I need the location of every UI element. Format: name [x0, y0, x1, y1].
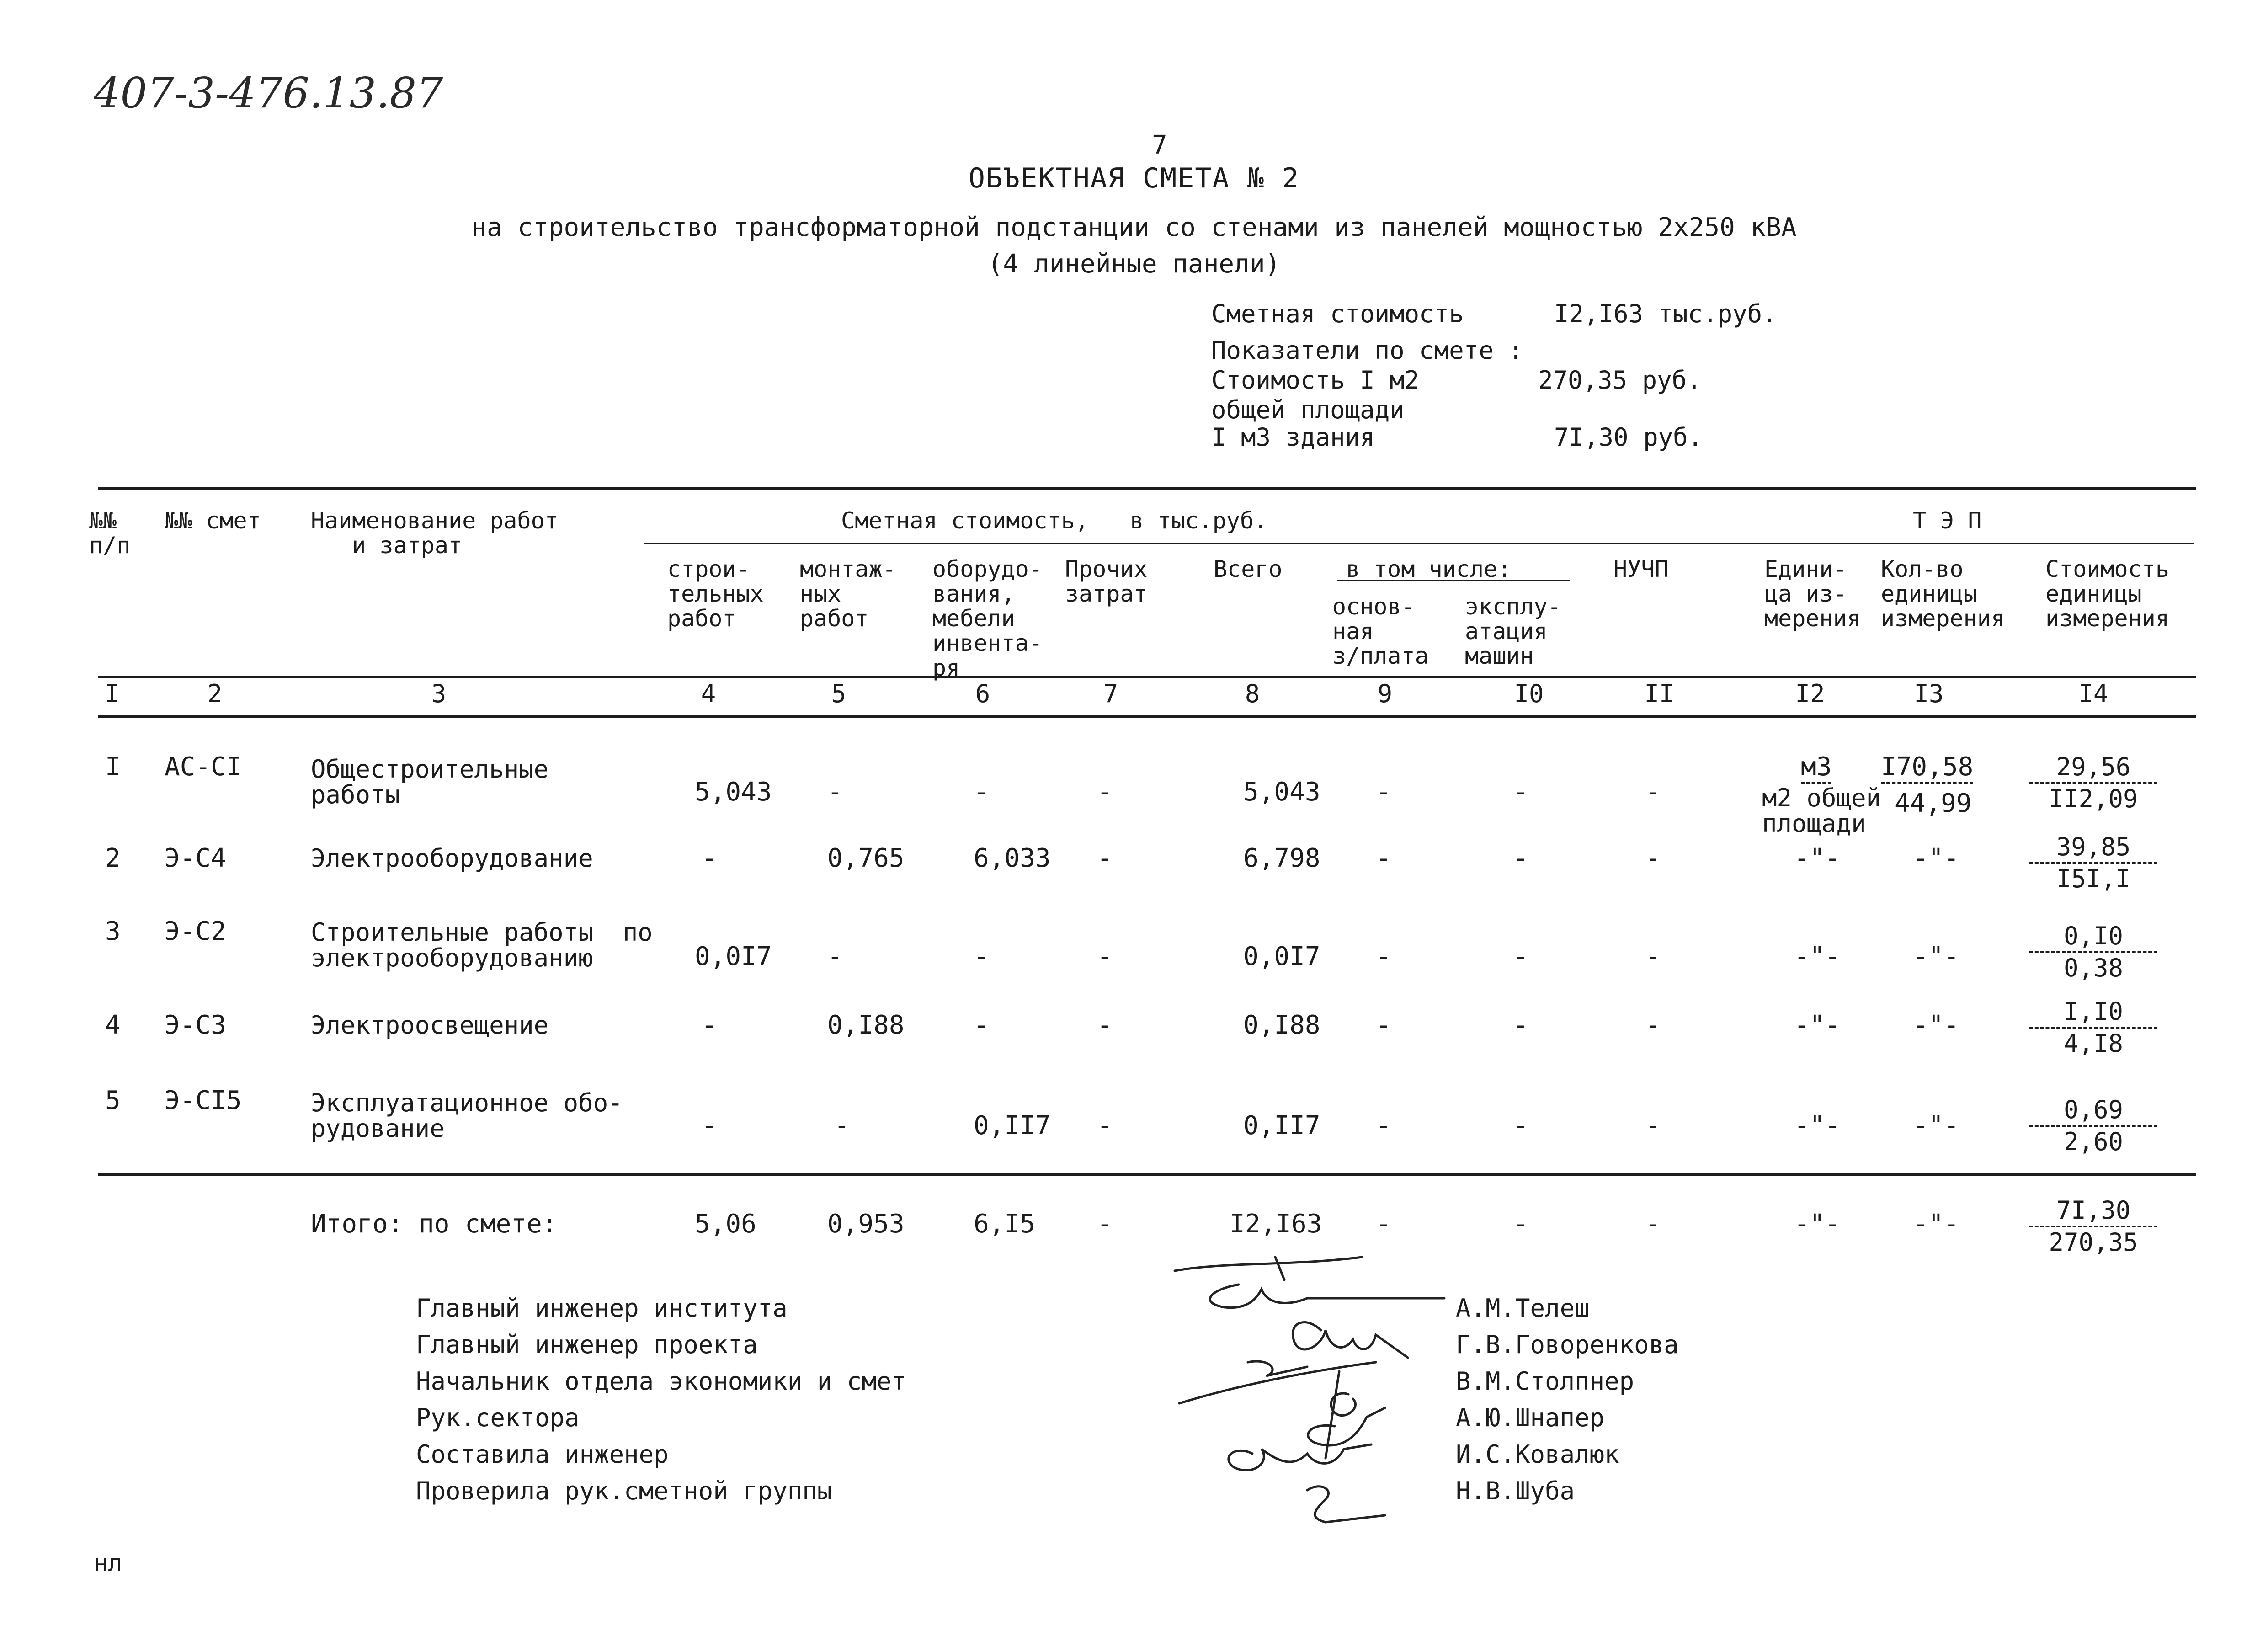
- estimate-cost-value: I2,I63 тыс.руб.: [1554, 299, 1777, 328]
- unit-cost: [2029, 752, 2157, 814]
- page-number: 7: [1152, 130, 1167, 160]
- installation-cost: -: [827, 942, 843, 971]
- unit-secondary: м2 общей площади: [1762, 784, 1881, 838]
- unit-quantity: -"-: [1913, 843, 1959, 873]
- machine-operation: -: [1513, 1010, 1528, 1040]
- cost-per-m2-label-2: общей площади: [1211, 395, 1405, 424]
- work-name: Электрооборудование: [311, 844, 593, 873]
- unit-cost-numerator: I,I0: [2029, 997, 2157, 1029]
- header-row-number: №№ п/п: [89, 507, 131, 559]
- construction-cost: 0,0I7: [695, 942, 772, 971]
- header-estimate-number: №№ смет: [165, 507, 261, 534]
- unit-cost-numerator: 29,56: [2029, 752, 2157, 784]
- construction-cost: 5,043: [695, 777, 772, 807]
- other-cost: -: [1097, 777, 1113, 807]
- unit-cost-numerator: 0,I0: [2029, 921, 2157, 953]
- column-number: I2: [1795, 679, 1825, 708]
- row-number: 5: [105, 1086, 121, 1115]
- other-cost: -: [1097, 1010, 1113, 1040]
- header-estimated-cost: Сметная стоимость, в тыс.руб.: [841, 507, 1268, 534]
- signatory-role: Проверила рук.сметной группы: [416, 1476, 832, 1505]
- signatory-name: В.М.Столпнер: [1456, 1367, 1634, 1396]
- work-name: Электроосвещение: [311, 1011, 549, 1039]
- handwritten-signatures: [1170, 1253, 1453, 1536]
- unit-quantity: -"-: [1913, 942, 1959, 971]
- total-cost: 5,043: [1243, 777, 1320, 807]
- document-subtitle: на строительство трансформаторной подстанции со стенами из панелей мощностью 2х250 кВА: [471, 213, 1797, 242]
- total-cost: 0,0I7: [1243, 942, 1320, 971]
- column-number: I: [104, 679, 120, 708]
- unit-cost-numerator: 7I,30: [2029, 1195, 2157, 1227]
- signatory-name: А.М.Телеш: [1456, 1294, 1590, 1322]
- total-cost: 6,798: [1243, 843, 1320, 873]
- unit-cost-denominator: 0,38: [2063, 954, 2124, 982]
- cost-per-m3-value: 7I,30 руб.: [1554, 423, 1703, 452]
- work-name: Эксплуатационное обо- рудование: [311, 1088, 623, 1143]
- construction-cost: 5,06: [695, 1209, 756, 1239]
- unit-cost-denominator: II2,09: [2049, 784, 2138, 813]
- nuchp: -: [1645, 1010, 1661, 1040]
- column-number: 8: [1245, 679, 1260, 708]
- unit-quantity: -"-: [1913, 1111, 1959, 1141]
- header-sub-rule: [644, 543, 2194, 544]
- document-code: 407-3-476.13.87: [94, 69, 443, 117]
- signatory-role: Рук.сектора: [416, 1403, 580, 1432]
- unit-quantity: I70,58: [1881, 752, 1973, 784]
- other-cost: -: [1097, 843, 1113, 873]
- unit: -"-: [1794, 1111, 1841, 1141]
- unit-cost: [2029, 1095, 2157, 1157]
- estimate-cost-label: Сметная стоимость: [1211, 299, 1464, 328]
- signatory-name: А.Ю.Шнапер: [1456, 1403, 1605, 1432]
- header-unit-cost: Стоимость единицы измерения: [2045, 556, 2169, 632]
- column-number-rule: [98, 715, 2196, 718]
- cost-per-m3-label: I м3 здания: [1211, 423, 1375, 452]
- header-other-costs: Прочих затрат: [1065, 556, 1148, 607]
- column-number: 4: [701, 679, 716, 708]
- equipment-cost: -: [974, 777, 989, 807]
- other-cost: -: [1097, 1111, 1113, 1141]
- row-number: 4: [105, 1010, 121, 1040]
- base-salary: -: [1376, 1111, 1391, 1141]
- total-cost: I2,I63: [1230, 1209, 1322, 1239]
- header-unit: Едини- ца из- мерения: [1764, 556, 1861, 632]
- unit-cost-denominator: 4,I8: [2063, 1029, 2124, 1058]
- header-tep: Т Э П: [1913, 507, 1982, 534]
- nuchp: -: [1645, 1209, 1661, 1239]
- header-including: в том числе:: [1346, 556, 1512, 582]
- machine-operation: -: [1513, 942, 1528, 971]
- equipment-cost: 6,I5: [974, 1209, 1035, 1239]
- nuchp: -: [1645, 777, 1661, 807]
- column-number: 6: [975, 679, 990, 708]
- equipment-cost: -: [974, 1010, 989, 1040]
- cost-per-m2-value: 270,35 руб.: [1538, 366, 1702, 394]
- header-installation-works: монтаж- ных работ: [800, 556, 896, 632]
- header-bottom-rule: [98, 676, 2196, 678]
- column-number: II: [1644, 679, 1674, 708]
- footer-mark: нл: [94, 1550, 122, 1577]
- header-construction-works: строи- тельных работ: [667, 556, 764, 632]
- unit-cost: [2029, 921, 2157, 983]
- nuchp: -: [1645, 843, 1661, 873]
- unit: м3: [1801, 752, 1831, 784]
- document-title: ОБЪЕКТНАЯ СМЕТА № 2: [968, 162, 1300, 194]
- estimate-code: АС-СI: [165, 752, 242, 782]
- column-number: 9: [1377, 679, 1393, 708]
- construction-cost: -: [702, 1111, 717, 1141]
- signatory-role: Начальник отдела экономики и смет: [416, 1367, 906, 1396]
- row-number: I: [105, 752, 121, 782]
- column-number: I3: [1914, 679, 1944, 708]
- nuchp: -: [1645, 1111, 1661, 1141]
- unit-cost-numerator: 39,85: [2029, 832, 2157, 864]
- construction-cost: -: [702, 843, 717, 873]
- header-machine-operation: эксплу- атация машин: [1465, 593, 1561, 669]
- unit: -"-: [1794, 1010, 1841, 1040]
- table-top-rule: [98, 487, 2196, 490]
- unit-cost: [2029, 832, 2157, 894]
- machine-operation: -: [1513, 1111, 1528, 1141]
- base-salary: -: [1376, 777, 1391, 807]
- header-total: Всего: [1214, 556, 1283, 582]
- work-name: Общестроительные работы: [311, 755, 549, 809]
- unit-quantity: -"-: [1913, 1209, 1959, 1239]
- header-equipment: оборудо- вания, мебели инвента- ря: [932, 556, 1043, 681]
- installation-cost: 0,765: [827, 843, 905, 873]
- machine-operation: -: [1513, 777, 1528, 807]
- installation-cost: 0,I88: [827, 1010, 905, 1040]
- column-number: 7: [1103, 679, 1118, 708]
- total-label: Итого: по смете:: [311, 1209, 558, 1239]
- column-number: 3: [431, 679, 447, 708]
- unit-cost-denominator: 270,35: [2049, 1228, 2138, 1257]
- header-unit-quantity: Кол-во единицы измерения: [1881, 556, 2005, 632]
- signatory-role: Главный инженер проекта: [416, 1330, 758, 1359]
- header-work-name: Наименование работ и затрат: [311, 507, 559, 559]
- unit: -"-: [1794, 942, 1841, 971]
- header-base-salary: основ- ная з/плата: [1332, 593, 1429, 669]
- construction-cost: -: [702, 1010, 717, 1040]
- installation-cost: -: [827, 777, 843, 807]
- unit: -"-: [1794, 843, 1841, 873]
- document-subtitle-note: (4 линейные панели): [987, 249, 1281, 279]
- column-number: I4: [2078, 679, 2108, 708]
- work-name: Строительные работы по электрооборудованию: [311, 918, 653, 972]
- machine-operation: -: [1513, 1209, 1528, 1239]
- estimate-code: Э-С2: [165, 917, 226, 946]
- estimate-code: Э-С4: [165, 843, 226, 873]
- signatory-name: И.С.Ковалюк: [1456, 1440, 1619, 1469]
- unit-cost-denominator: I5I,I: [2056, 864, 2131, 893]
- cost-per-m2-label: Стоимость I м2: [1211, 366, 1420, 394]
- estimate-code: Э-СI5: [165, 1086, 242, 1115]
- unit-cost: [2029, 997, 2157, 1059]
- installation-cost: 0,953: [827, 1209, 905, 1239]
- nuchp: -: [1645, 942, 1661, 971]
- unit-quantity-secondary: 44,99: [1895, 789, 1972, 818]
- column-number: 5: [831, 679, 847, 708]
- total-cost: 0,I88: [1243, 1010, 1320, 1040]
- column-number: 2: [207, 679, 223, 708]
- unit: -"-: [1794, 1209, 1841, 1239]
- unit-cost-denominator: 2,60: [2063, 1127, 2124, 1156]
- equipment-cost: 6,033: [974, 843, 1051, 873]
- equipment-cost: 0,II7: [974, 1111, 1051, 1141]
- indicators-label: Показатели по смете :: [1211, 336, 1523, 365]
- installation-cost: -: [834, 1111, 850, 1141]
- header-nuchp: НУЧП: [1613, 556, 1669, 582]
- unit-quantity: -"-: [1913, 1010, 1959, 1040]
- base-salary: -: [1376, 1010, 1391, 1040]
- total-rule: [98, 1173, 2196, 1176]
- row-number: 3: [105, 917, 121, 946]
- other-cost: -: [1097, 1209, 1113, 1239]
- base-salary: -: [1376, 843, 1391, 873]
- base-salary: -: [1376, 1209, 1391, 1239]
- row-number: 2: [105, 843, 121, 873]
- unit-cost: [2029, 1195, 2157, 1258]
- total-cost: 0,II7: [1243, 1111, 1320, 1141]
- signatory-name: Г.В.Говоренкова: [1456, 1330, 1679, 1359]
- machine-operation: -: [1513, 843, 1528, 873]
- other-cost: -: [1097, 942, 1113, 971]
- estimate-code: Э-С3: [165, 1010, 226, 1040]
- equipment-cost: -: [974, 942, 989, 971]
- signatory-role: Составила инженер: [416, 1440, 669, 1469]
- signatory-role: Главный инженер института: [416, 1294, 788, 1322]
- column-number: I0: [1514, 679, 1544, 708]
- unit-cost-numerator: 0,69: [2029, 1095, 2157, 1127]
- signatory-name: Н.В.Шуба: [1456, 1476, 1575, 1505]
- base-salary: -: [1376, 942, 1391, 971]
